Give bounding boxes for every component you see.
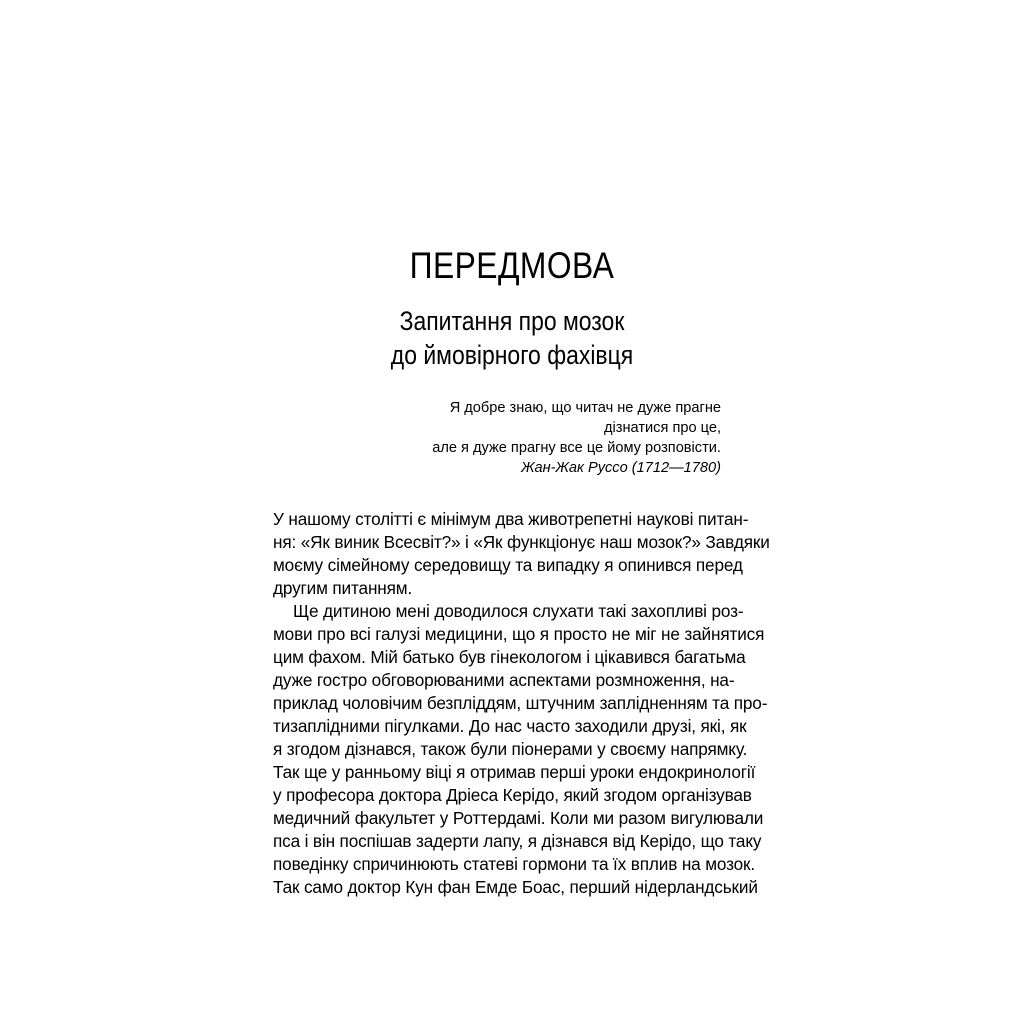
text-line: Так ще у ранньому віці я отримав перші уроки ендокринології [273,762,756,782]
text-line: моєму сімейному середовищу та випадку я опинився перед [273,555,743,575]
text-line: Ще дитиною мені доводилося слухати такі захопливі роз- [293,601,744,621]
text-line: медичний факультет у Роттердамі. Коли ми разом вигулювали [273,808,764,828]
text-line: тизаплідними пігулками. До нас часто заходили друзі, які, як [273,716,747,736]
text-line: пса і він поспішав задерти лапу, я дізнався від Керідо, що таку [273,831,762,851]
text-line: поведінку спричинюють статеві гормони та їх вплив на мозок. [273,854,756,874]
subtitle-line-1: Запитання про мозок [399,306,625,336]
chapter-title: ПЕРЕДМОВА [409,245,615,286]
text-line: я згодом дізнався, також були піонерами у своєму напрямку. [273,739,748,759]
body-text [273,508,770,899]
text-line: Так само доктор Кун фан Емде Боас, перший нідерландський [273,877,758,897]
epigraph-line-3: але я дуже прагну все це йому розповісти. [432,440,721,456]
subtitle-line-2: до ймовірного фахівця [390,340,634,370]
epigraph-line-2: дізнатися про це, [604,420,721,436]
text-line: у професора доктора Дріеса Керідо, який згодом організував [273,785,752,805]
text-line: дуже гостро обговорюваними аспектами розмноження, на- [273,670,735,690]
text-line: другим питанням. [273,578,413,598]
epigraph-line-1: Я добре знаю, що читач не дуже прагне [449,400,721,416]
text-line: ня: «Як виник Всесвіт?» і «Як функціонує наш мозок?» Завдяки [273,532,770,552]
text-line: цим фахом. Мій батько був гінекологом і цікавився багатьма [273,647,746,667]
text-line: приклад чоловічим безпліддям, штучним заплідненням та про- [273,693,768,713]
chapter-subtitle [325,304,699,372]
text-line: У нашому столітті є мінімум два животрепетні наукові питан- [273,509,749,529]
epigraph [380,398,721,478]
text-line: мови про всі галузі медицини, що я просто не міг не зайнятися [273,624,765,644]
epigraph-author: Жан-Жак Руссо (1712—1780) [521,460,721,476]
